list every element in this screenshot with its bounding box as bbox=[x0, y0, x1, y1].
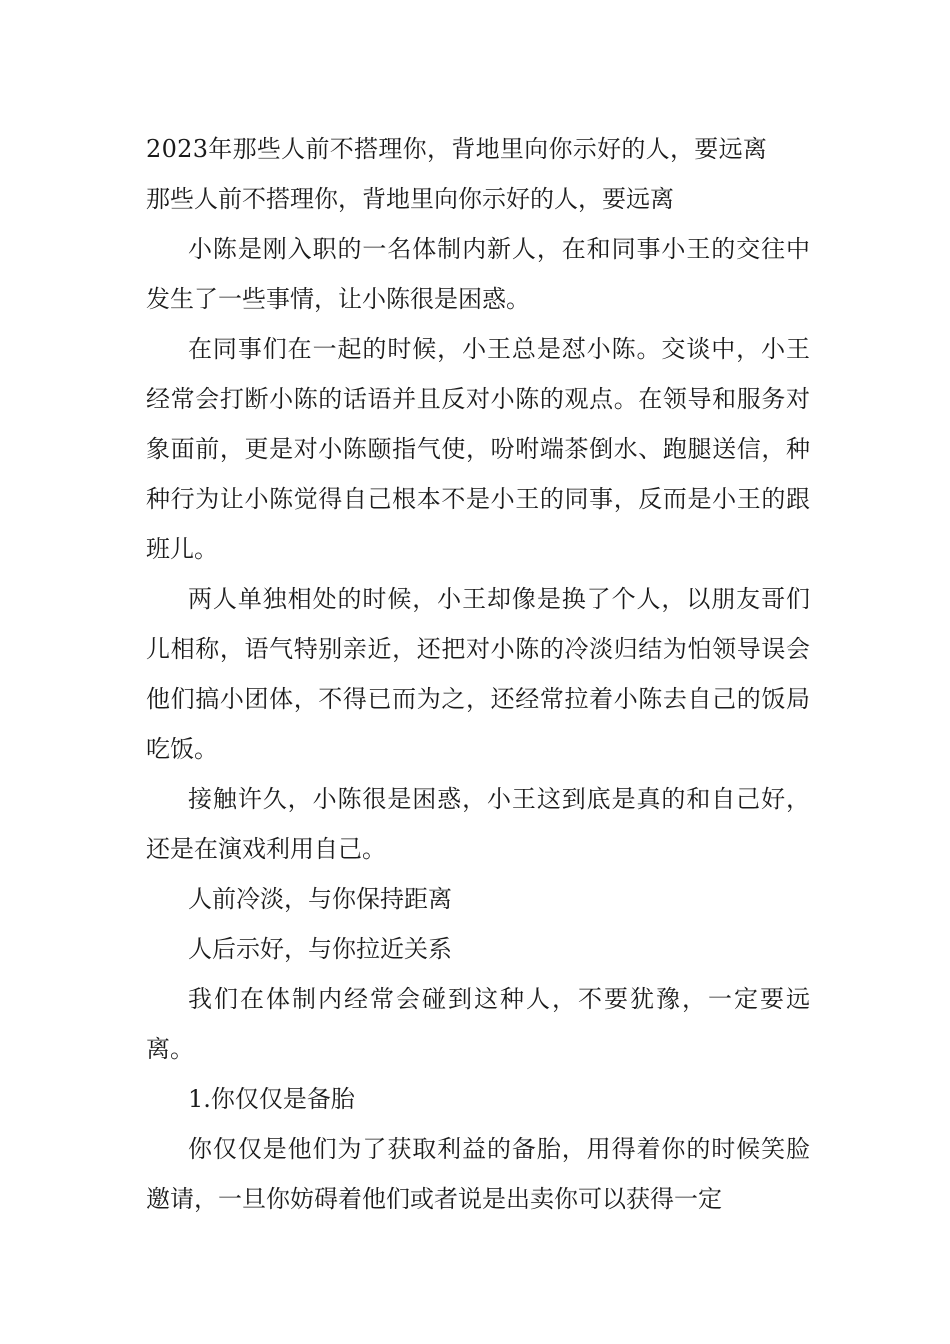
paragraph: 人后示好，与你拉近关系 bbox=[188, 935, 452, 963]
paragraph: 在同事们在一起的时候，小王总是怼小陈。交谈中，小王经常会打断小陈的话语并且反对小陈的观点。在领导和服务对象面前，更是对小陈颐指气使，吩咐端茶倒水、跑腿送信，种种行为让小陈觉得自己根本不是小王的同事，反而是小王的跟班儿。 bbox=[146, 335, 810, 563]
paragraph: 两人单独相处的时候，小王却像是换了个人，以朋友哥们儿相称，语气特别亲近，还把对小陈的冷淡归结为怕领导误会他们搞小团体，不得已而为之，还经常拉着小陈去自己的饭局吃饭。 bbox=[146, 585, 810, 763]
section-heading: 1.你仅仅是备胎 bbox=[188, 1085, 355, 1113]
document-subtitle: 那些人前不搭理你，背地里向你示好的人，要远离 bbox=[146, 185, 674, 213]
paragraph: 接触许久，小陈很是困惑，小王这到底是真的和自己好，还是在演戏利用自己。 bbox=[146, 785, 810, 863]
document-title: 2023年那些人前不搭理你，背地里向你示好的人，要远离 bbox=[146, 135, 768, 163]
paragraph: 我们在体制内经常会碰到这种人，不要犹豫，一定要远离。 bbox=[146, 985, 810, 1063]
paragraph: 你仅仅是他们为了获取利益的备胎，用得着你的时候笑脸邀请，一旦你妨碍着他们或者说是出卖你可以获得一定 bbox=[146, 1135, 810, 1213]
paragraph: 人前冷淡，与你保持距离 bbox=[188, 885, 452, 913]
paragraph: 小陈是刚入职的一名体制内新人，在和同事小王的交往中发生了一些事情，让小陈很是困惑。 bbox=[146, 235, 810, 313]
document-body bbox=[146, 124, 810, 1224]
